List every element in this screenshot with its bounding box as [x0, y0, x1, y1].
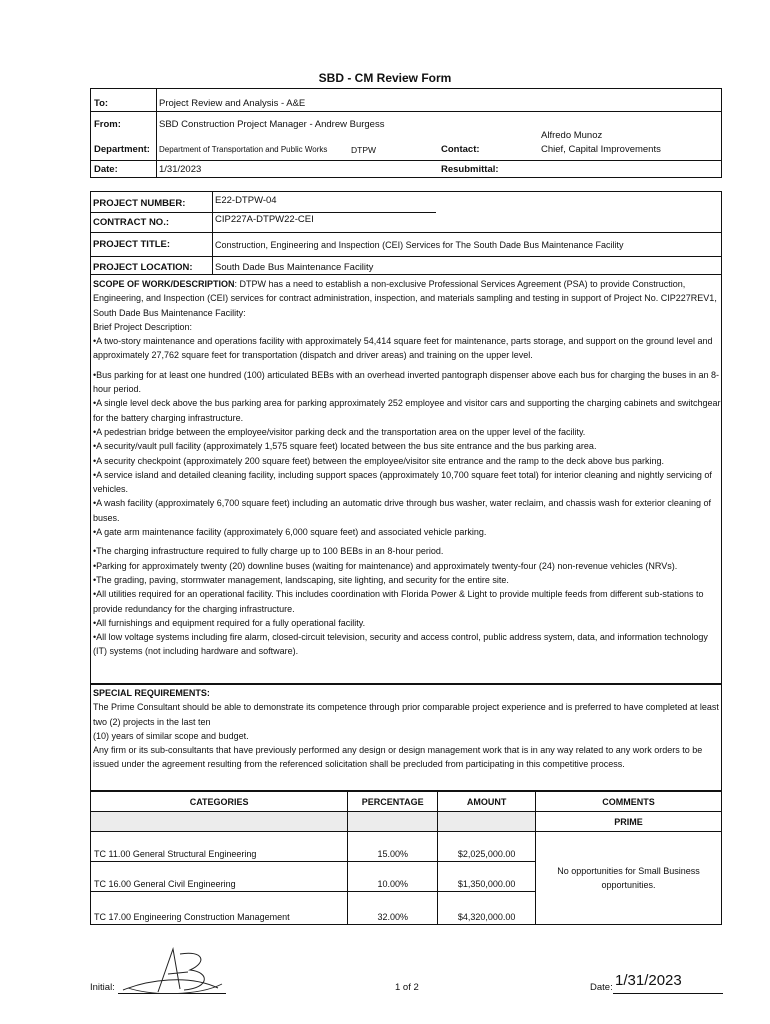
from-label: From: — [94, 119, 121, 130]
project-number-value: E22-DTPW-04 — [215, 195, 277, 206]
scope-label: SCOPE OF WORK/DESCRIPTION — [93, 279, 235, 289]
scope-intro: SCOPE OF WORK/DESCRIPTION: DTPW has a need to establish a non-exclusive Professional Services Agreement (PSA) to provide Construction, Engineering, and Inspection (CEI) services for contract administration, inspection, and materials sampling and testing in support of Project No. CIP227REV1, South Dade Bus Maintenance Facility: — [93, 279, 717, 318]
comment-cell: No opportunities for Small Business opportunities. — [536, 832, 722, 925]
scope-group-1 — [93, 334, 721, 363]
scope-item: •A wash facility (approximately 6,700 square feet) including an automatic drive through bus washer, water reclaim, and chassis wash for exterior cleaning of buses. — [93, 498, 711, 523]
table-row — [91, 832, 722, 862]
page-title: SBD - CM Review Form — [318, 71, 452, 85]
project-info-box — [90, 191, 722, 275]
scope-item: •Parking for approximately twenty (20) downline buses (waiting for maintenance) and approximately twenty-four (24) non-revenue vehicles (NRVs). — [93, 560, 678, 571]
category-cell: TC 17.00 Engineering Construction Management — [91, 892, 348, 925]
project-location-label: PROJECT LOCATION: — [93, 262, 193, 273]
category-cell: TC 16.00 General Civil Engineering — [91, 862, 348, 892]
project-number-label: PROJECT NUMBER: — [93, 198, 186, 209]
percentage-cell: 10.00% — [348, 862, 438, 892]
categories-table — [90, 791, 722, 925]
scope-item: •A pedestrian bridge between the employee/visitor parking deck and the transportation area on the upper level of the facility. — [93, 426, 586, 437]
percentage-cell: 15.00% — [348, 832, 438, 862]
scope-item: •A single level deck above the bus parking area for parking approximately 252 employee and visitor cars and supporting the charging cabinets and switchgear for the battery charging infrastructure. — [93, 398, 721, 423]
brief-label: Brief Project Description: — [93, 321, 193, 332]
scope-item: •The charging infrastructure required to fully charge up to 100 BEBs in an 8-hour period. — [93, 546, 444, 557]
page-number: 1 of 2 — [395, 982, 419, 993]
scope-item: •A service island and detailed cleaning facility, including support spaces (approximately 10,700 square feet total) for interior cleaning and nightly servicing of vehicles. — [93, 469, 712, 495]
header-box — [90, 88, 722, 178]
scope-group-2 — [93, 368, 721, 540]
header-amount: AMOUNT — [438, 792, 536, 812]
contact-label: Contact: — [441, 144, 480, 155]
amount-cell: $2,025,000.00 — [438, 832, 536, 862]
special-line-3: Any firm or its sub-consultants that have previously performed any design or design management work that is in any way related to any work orders to be issued under the agreement resulting from the referenced solicitation shall be precluded from participating in this competitive process. — [93, 745, 703, 770]
scope-section — [90, 275, 722, 684]
category-cell: TC 11.00 General Structural Engineering — [91, 832, 348, 862]
date-label: Date: — [94, 164, 118, 175]
resubmittal-label: Resubmittal: — [441, 164, 499, 175]
special-line-1: The Prime Consultant should be able to demonstrate its competence through prior comparable project experience and is preferred to have completed at least two (2) projects in the last ten — [93, 702, 719, 727]
department-code: DTPW — [351, 145, 377, 155]
project-location-value: South Dade Bus Maintenance Facility — [215, 262, 374, 273]
percentage-cell: 32.00% — [348, 892, 438, 925]
date-value: 1/31/2023 — [159, 164, 202, 175]
contract-label: CONTRACT NO.: — [93, 217, 169, 228]
amount-cell: $1,350,000.00 — [438, 862, 536, 892]
scope-item: •All low voltage systems including fire alarm, closed-circuit television, security and access control, public address system, data, and information technology (IT) systems (not including hardware and software). — [93, 632, 708, 657]
scope-item: •Bus parking for at least one hundred (100) articulated BEBs with an overhead inverted pantograph dispenser above each bus for charging the buses in an 8-hour period. — [93, 369, 720, 395]
footer-date-value: 1/31/2023 — [615, 972, 682, 989]
scope-item: •All utilities required for an operational facility. This includes coordination with Florida Power & Light to provide multiple feeds from different sub-stations to provide redundancy for the charging infrastructure. — [93, 589, 704, 614]
department-value: Department of Transportation and Public Works — [159, 145, 328, 154]
footer-date-label: Date: — [590, 982, 613, 993]
scope-item: •A two-story maintenance and operations facility with approximately 54,414 square feet for maintenance, parts storage, and support on the ground level and approximately 27,762 square feet for transportation (dispatch and driver areas) and training on the upper level. — [93, 336, 713, 361]
project-title-value: Construction, Engineering and Inspection (CEI) Services for The South Dade Bus Maintenance Facility — [215, 240, 624, 250]
from-value: SBD Construction Project Manager - Andrew Burgess — [159, 119, 385, 130]
scope-item: •A gate arm maintenance facility (approximately 6,000 square feet) and associated vehicle parking. — [93, 527, 487, 538]
initial-label: Initial: — [90, 982, 115, 993]
contract-value: CIP227A-DTPW22-CEI — [215, 214, 314, 225]
contact-name: Alfredo Munoz — [541, 130, 603, 141]
header-comments: COMMENTS — [536, 792, 722, 812]
header-percentage: PERCENTAGE — [348, 792, 438, 812]
header-categories: CATEGORIES — [91, 792, 348, 812]
special-line-2: (10) years of similar scope and budget. — [93, 730, 249, 741]
scope-item: •All furnishings and equipment required for a fully operational facility. — [93, 617, 366, 628]
amount-cell: $4,320,000.00 — [438, 892, 536, 925]
scope-group-3 — [93, 544, 721, 658]
project-title-label: PROJECT TITLE: — [93, 239, 171, 250]
to-value: Project Review and Analysis - A&E — [159, 98, 306, 109]
contact-title: Chief, Capital Improvements — [541, 144, 661, 155]
prime-label: PRIME — [536, 812, 722, 832]
scope-item: •A security checkpoint (approximately 200 square feet) between the employee/visitor site entrance and the ramp to the deck above bus parking. — [93, 455, 664, 466]
department-label: Department: — [94, 144, 150, 155]
scope-item: •A security/vault pull facility (approximately 1,575 square feet) located between the bus site entrance and the bus parking area. — [93, 441, 597, 452]
special-label: SPECIAL REQUIREMENTS: — [93, 688, 210, 698]
to-label: To: — [94, 98, 109, 109]
special-requirements-section — [90, 684, 722, 791]
initial-signature — [118, 944, 228, 996]
scope-item: •The grading, paving, stormwater management, landscaping, site lighting, and security for the entire site. — [93, 574, 509, 585]
